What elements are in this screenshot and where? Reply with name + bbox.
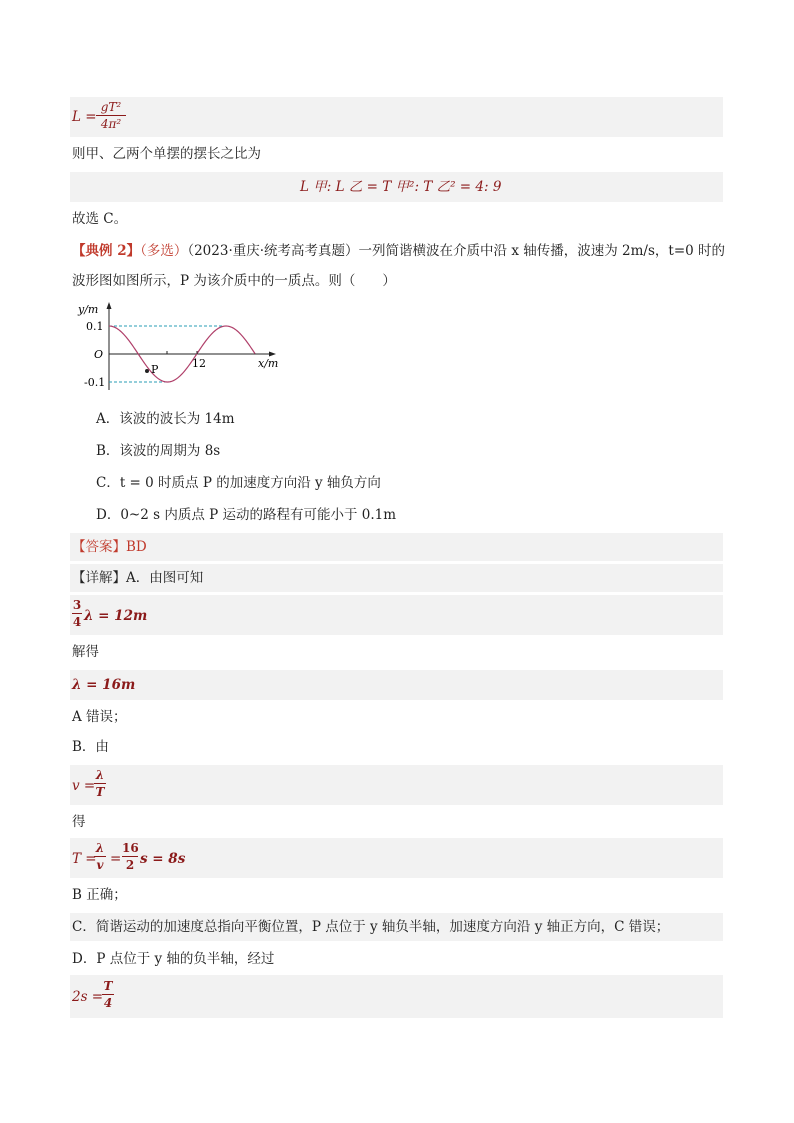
formula-band [70, 975, 723, 1018]
x-tick-label: 12 [192, 357, 206, 370]
text-c-line: C．简谐运动的加速度总指向平衡位置，P 点位于 y 轴负半轴，加速度方向沿 y 轴正方向，C 错误； [72, 919, 670, 935]
example-stem-line1 [72, 242, 725, 260]
text-b-right: B 正确； [72, 887, 127, 903]
fraction-numerator: λ [95, 841, 105, 855]
origin-label: O [94, 348, 104, 361]
option-c: C．t = 0 时质点 P 的加速度方向沿 y 轴负方向 [96, 475, 381, 491]
formula-band [70, 670, 723, 700]
eq1-rest: λ = 12m [84, 608, 148, 624]
example-tag: 【典例 2】 [72, 243, 141, 259]
wave-graph [72, 300, 282, 392]
eq4-lhs: T = [72, 851, 97, 867]
y-axis-arrow [107, 302, 112, 309]
detail-line [72, 569, 203, 587]
example-stem-line2: 波形图如图所示，P 为该介质中的一质点。则（ ） [72, 273, 396, 289]
y-tick-bottom: -0.1 [84, 376, 106, 389]
option-d: D．0~2 s 内质点 P 运动的路程有可能小于 0.1m [96, 507, 397, 523]
eq5-fraction [102, 979, 114, 1010]
formula-band [70, 97, 723, 137]
formula-band [70, 765, 723, 805]
formula-ratio: L 甲: L 乙 = T 甲²: T 乙² = 4: 9 [300, 179, 502, 195]
eq4-equals: = [110, 851, 122, 867]
example-stem-text: 一列简谐横波在介质中沿 x 轴传播，波速为 2m/s，t=0 时的 [358, 243, 726, 259]
y-axis-label: y/m [78, 303, 99, 316]
fraction-numerator: T [103, 979, 113, 993]
fraction-denominator: 4π² [100, 117, 122, 131]
detail-text: 【详解】A．由图可知 [72, 570, 204, 586]
answer-band [70, 533, 723, 561]
fraction-denominator: 4 [72, 615, 82, 629]
fraction-denominator: 4 [103, 996, 113, 1010]
answer-line [72, 538, 147, 556]
text-ratio-intro: 则甲、乙两个单摆的摆长之比为 [72, 146, 261, 162]
eq2: λ = 16m [72, 677, 136, 693]
eq3-lhs: v = [72, 778, 96, 794]
point-p-label: P [151, 363, 159, 376]
y-tick-top: 0.1 [86, 320, 104, 333]
fraction-numerator: 3 [72, 598, 82, 612]
text-d-line: D．P 点位于 y 轴的负半轴，经过 [72, 951, 275, 967]
fraction-denominator: 2 [125, 858, 135, 872]
fraction-denominator: v [96, 858, 104, 872]
text-solve: 解得 [72, 644, 99, 660]
eq4-fraction-2 [122, 841, 138, 872]
point-p [145, 369, 149, 373]
formula-l-fraction [96, 100, 126, 131]
eq1-fraction [72, 598, 82, 629]
text-b-by: B．由 [72, 739, 109, 755]
formula-l-lhs: L = [72, 109, 97, 125]
answer-text: 【答案】BD [72, 539, 147, 555]
eq4-rest: s = 8s [140, 851, 186, 867]
x-axis-arrow [269, 352, 276, 357]
example-source: （2023·重庆·统考高考真题） [187, 243, 359, 259]
multi-select-tag: （多选） [140, 243, 188, 259]
fraction-denominator: T [95, 785, 105, 799]
fraction-numerator: λ [95, 768, 105, 782]
formula-band [70, 595, 723, 635]
option-b: B．该波的周期为 8s [96, 443, 221, 459]
option-a: A．该波的波长为 14m [96, 411, 235, 427]
text-get: 得 [72, 814, 86, 830]
eq5-lhs: 2s = [72, 989, 104, 1005]
text-choose-c: 故选 C。 [72, 211, 128, 227]
eq3-fraction [94, 768, 106, 799]
fraction-numerator: 16 [122, 841, 139, 855]
x-axis-label: x/m [258, 357, 279, 370]
text-a-wrong: A 错误； [72, 709, 127, 725]
eq4-fraction-1 [94, 841, 106, 872]
fraction-numerator: gT² [100, 100, 122, 114]
